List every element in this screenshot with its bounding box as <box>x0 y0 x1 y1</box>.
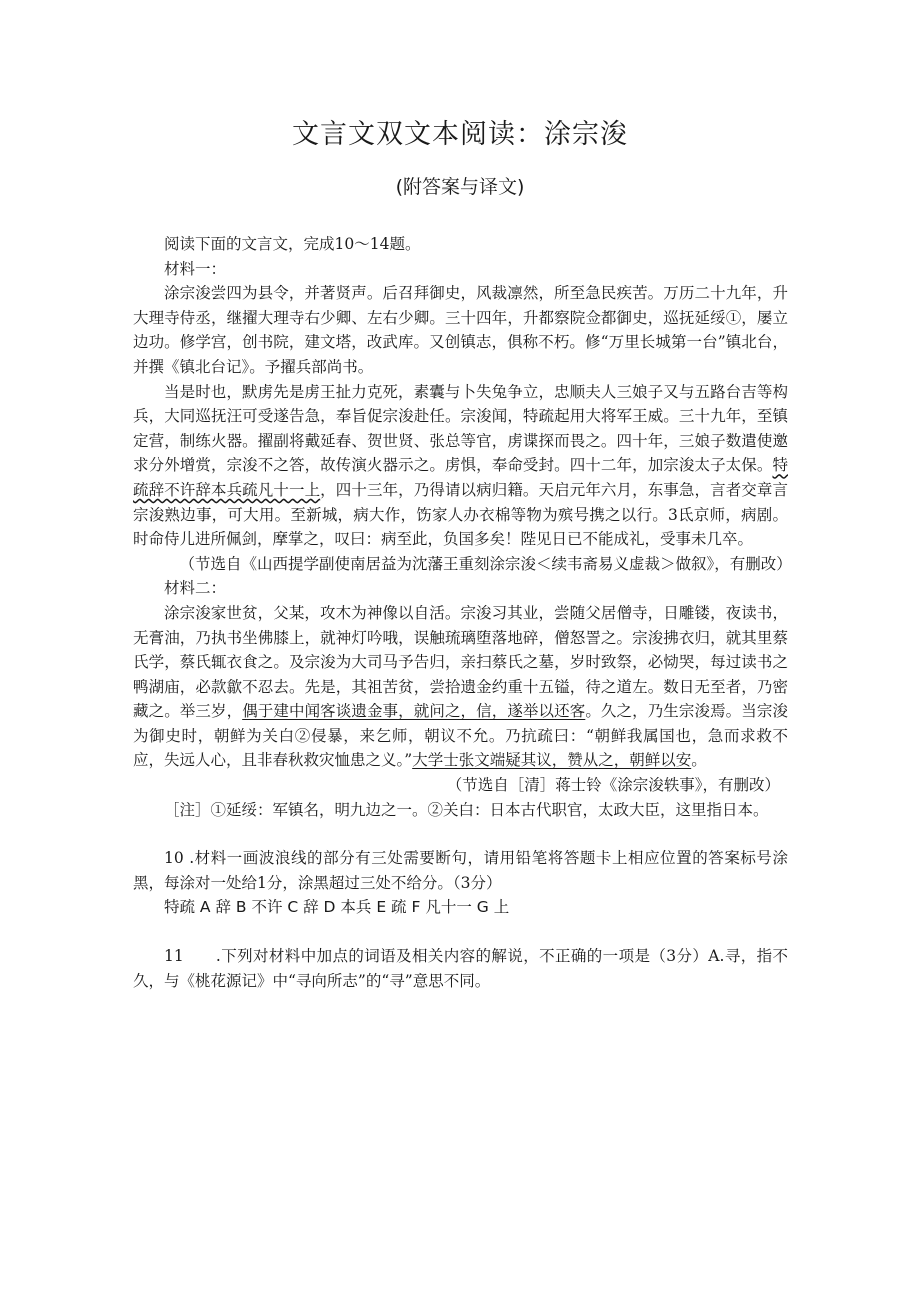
question-11: 11 .下列对材料中加点的词语及相关内容的解说，不正确的一项是（3分）A.寻，指不久，与《桃花源记》中“寻向所志”的“寻”意思不同。 <box>133 947 788 990</box>
material1-label: 材料一： <box>164 259 227 278</box>
annotation-note: ［注］①延绥：军镇名，明九边之一。②关白：日本古代职官，太政大臣，这里指日本。 <box>164 800 769 819</box>
material2-text-b: 。久之，乃生宗浚焉。当宗浚为御史时，朝鲜为关白②侵暴，来乞师，朝议不允。乃抗疏曰：“朝鲜我属国也，急而求救不应，失远人心，且非春秋救灾恤患之义。” <box>133 702 788 770</box>
underlined-sentence-1: 偶于建中闻客谈遗金事，就问之，信，遂举以还客 <box>242 702 586 721</box>
paragraph2-text-b: ，四十三年，乃得请以病归籍。天启元年六月，东事急，言者交章言宗浚熟边事，可大用。至新城，病大作，饬家人办衣棉等物为殡号携之以行。3氐京师，病剧。时命侍儿进所佩剑，摩掌之，叹曰：病至此，负国多矣！陛见日已不能成礼，受事未几卒。 <box>133 480 788 549</box>
question-10: 10 .材料一画波浪线的部分有三处需要断句，请用铅笔将答题卡上相应位置的答案标号涂黑，每涂对一处给1分，涂黑超过三处不给分。（3分） <box>133 849 788 892</box>
material2-text-c: 。 <box>691 751 707 770</box>
material1-paragraph2 <box>133 380 788 552</box>
document-title: 文言文双文本阅读：涂宗浚 <box>292 119 628 150</box>
instruction: 阅读下面的文言文，完成10～14题。 <box>164 235 421 253</box>
paragraph2-text-a: 当是时也，默虏先是虏王扯力克死，素囊与卜失兔争立，忠顺夫人三娘子又与五路台吉等构兵，大同巡抚汪可受遂告急，奉旨促宗浚赴任。宗浚闻，特疏起用大将军王威。三十九年，至镇定营，制练火器。擢副将戴延春、贺世贤、张总等官，虏谍探而畏之。四十年，三娘子数遣使邀求分外增赏，宗浚不之答，故传演火器示之。虏惧，奉命受封。四十二年，加宗浚太子太保。 <box>133 382 788 475</box>
wavy-underlined-passage: 特疏辞不许辞本兵疏凡十一上 <box>133 456 788 499</box>
material1-paragraph1: 涂宗浚尝四为县令，并著贤声。后召拜御史，风裁凛然，所至急民疾苦。万历二十九年，升大理寺侍丞，继擢大理寺右少卿、左右少卿。三十四年，升都察院佥都御史，巡抚延绥①，屡立边功。修学宫，创书院，建文塔，改武库。又创镇志，俱称不朽。修“万里长城第一台”镇北台，并撰《镇北台记》。予擢兵部尚书。 <box>133 284 788 376</box>
document-body <box>133 232 792 993</box>
material1-source: （节选自《山西提学副使南居益为沈藩王重刻涂宗浚＜续韦斋易义虚裁＞做叙》，有删改） <box>179 554 792 573</box>
spacer <box>133 822 788 846</box>
document-subtitle: (附答案与译文) <box>395 176 525 198</box>
material2-paragraph <box>133 601 788 773</box>
material2-source: （节选自［清］蒋士铃《涂宗浚轶事》，有删改） <box>446 776 780 795</box>
material2-label: 材料二： <box>164 579 227 598</box>
material2-text-a: 涂宗浚家世贫，父某，攻木为神像以自活。宗浚习其业，尝随父居僧寺，日雕镂，夜读书，无膏油，乃执书坐佛膝上，就神灯吟哦，误触琉璃堕落地碎，僧怒詈之。宗浚拂衣归，就其里蔡氏学，蔡氏辄衣食之。及宗浚为大司马予告归，亲扫蔡氏之墓，岁时致祭，必恸哭，每过读书之鸭湖庙，必款歙不忍去。先是，其祖苦贫，尝拾遗金约重十五镒，待之道左。数日无至者，乃密藏之。举三岁， <box>133 603 788 721</box>
question-10-options: 特疏 A 辞 B 不许 C 辞 D 本兵 E 疏 F 凡十一 G 上 <box>164 898 510 917</box>
underlined-sentence-2: 大学士张文端疑其议，赞从之，朝鲜以安 <box>412 751 692 770</box>
spacer <box>133 920 788 944</box>
